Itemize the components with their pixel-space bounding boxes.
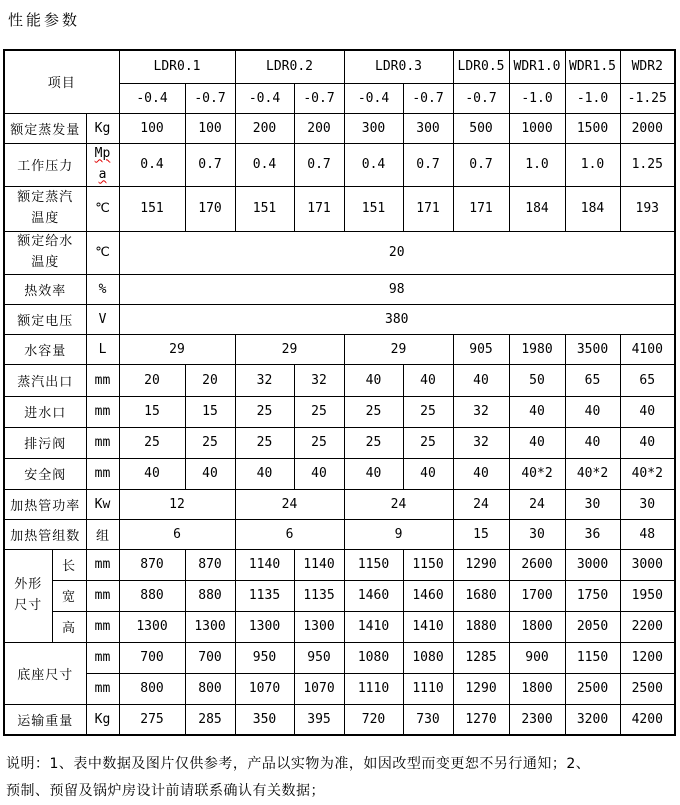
value-cell: 20 (119, 364, 185, 396)
value-cell: 1700 (509, 580, 565, 611)
value-cell: 1200 (620, 642, 675, 673)
value-cell: 40 (119, 458, 185, 489)
value-cell: 20 (185, 364, 235, 396)
value-cell: 4200 (620, 704, 675, 735)
table-row-rated-evaporation (4, 113, 675, 143)
value-cell: 0.7 (403, 143, 453, 186)
model-header-wdr15: WDR1.5 (565, 50, 620, 83)
value-cell: 40*2 (620, 458, 675, 489)
value-cell-merged: 24 (235, 489, 344, 519)
row-unit: mm (86, 458, 119, 489)
value-cell: 0.4 (344, 143, 403, 186)
value-cell: 1750 (565, 580, 620, 611)
value-cell: 2050 (565, 611, 620, 642)
value-cell: 170 (185, 186, 235, 231)
row-unit: mm (86, 611, 119, 642)
value-cell: 3500 (565, 334, 620, 364)
row-unit: mm (86, 580, 119, 611)
value-cell: 900 (509, 642, 565, 673)
value-cell: 285 (185, 704, 235, 735)
footnote (6, 751, 680, 805)
model-header-wdr2: WDR2 (620, 50, 675, 83)
value-cell: 15 (185, 396, 235, 427)
value-cell: 1285 (453, 642, 509, 673)
value-cell: 870 (119, 549, 185, 580)
row-sublabel: 高 (52, 611, 86, 642)
value-cell: 1150 (565, 642, 620, 673)
table-row-transport-weight (4, 704, 675, 735)
value-cell: 1300 (119, 611, 185, 642)
value-cell: 40 (453, 364, 509, 396)
row-label: 热效率 (4, 274, 86, 304)
row-group-label: 外形尺寸 (4, 549, 52, 642)
value-cell-merged: 380 (119, 304, 675, 334)
value-cell: 1070 (235, 673, 294, 704)
value-cell: 25 (344, 396, 403, 427)
value-cell: 880 (185, 580, 235, 611)
value-cell: 1300 (185, 611, 235, 642)
value-cell: 1.0 (565, 143, 620, 186)
table-row-dim-width (4, 580, 675, 611)
value-cell: 1500 (565, 113, 620, 143)
row-unit: mm (86, 549, 119, 580)
row-label: 进水口 (4, 396, 86, 427)
value-cell: 100 (185, 113, 235, 143)
value-cell: 171 (403, 186, 453, 231)
value-cell: 905 (453, 334, 509, 364)
value-cell: 2500 (620, 673, 675, 704)
value-cell: 275 (119, 704, 185, 735)
value-cell-merged: 20 (119, 231, 675, 274)
value-cell-merged: 98 (119, 274, 675, 304)
value-cell: 3000 (620, 549, 675, 580)
value-cell: 25 (185, 427, 235, 458)
value-cell: 950 (294, 642, 344, 673)
value-cell: 15 (119, 396, 185, 427)
row-label: 额定给水温度 (4, 231, 86, 274)
row-label: 额定蒸汽温度 (4, 186, 86, 231)
row-unit: 组 (86, 519, 119, 549)
value-cell: 40 (620, 427, 675, 458)
value-cell: 151 (235, 186, 294, 231)
value-cell: 1150 (344, 549, 403, 580)
value-cell: 40 (403, 458, 453, 489)
value-cell-merged: 6 (119, 519, 235, 549)
header-row-models (4, 50, 675, 83)
pressure-cell: -0.7 (453, 83, 509, 113)
value-cell: 1000 (509, 113, 565, 143)
value-cell: 1680 (453, 580, 509, 611)
row-unit: ℃ (86, 231, 119, 274)
value-cell: 65 (620, 364, 675, 396)
value-cell: 40 (620, 396, 675, 427)
table-row-water-inlet (4, 396, 675, 427)
value-cell: 700 (119, 642, 185, 673)
table-row-dim-height (4, 611, 675, 642)
value-cell: 184 (565, 186, 620, 231)
model-header-ldr02: LDR0.2 (235, 50, 344, 83)
value-cell: 25 (344, 427, 403, 458)
value-cell: 500 (453, 113, 509, 143)
value-cell: 1080 (344, 642, 403, 673)
value-cell: 1290 (453, 549, 509, 580)
value-cell-merged: 29 (235, 334, 344, 364)
value-cell: 1140 (294, 549, 344, 580)
value-cell: 40 (509, 427, 565, 458)
value-cell-merged: 9 (344, 519, 453, 549)
table-row-base-size-2 (4, 673, 675, 704)
value-cell: 0.7 (294, 143, 344, 186)
value-cell: 2300 (509, 704, 565, 735)
model-header-ldr03: LDR0.3 (344, 50, 453, 83)
value-cell: 25 (403, 396, 453, 427)
value-cell: 730 (403, 704, 453, 735)
value-cell: 1080 (403, 642, 453, 673)
table-row-feedwater-temp (4, 231, 675, 274)
table-row-heater-power (4, 489, 675, 519)
row-label: 排污阀 (4, 427, 86, 458)
value-cell: 171 (453, 186, 509, 231)
table-row-blowdown-valve (4, 427, 675, 458)
value-cell: 870 (185, 549, 235, 580)
value-cell: 32 (294, 364, 344, 396)
row-unit: mm (86, 396, 119, 427)
row-unit: V (86, 304, 119, 334)
table-row-rated-voltage (4, 304, 675, 334)
value-cell: 40 (565, 427, 620, 458)
value-cell: 32 (453, 427, 509, 458)
value-cell: 800 (119, 673, 185, 704)
value-cell: 720 (344, 704, 403, 735)
footnote-line-1: 说明：1、表中数据及图片仅供参考，产品以实物为准，如因改型而变更恕不另行通知；2、 (6, 756, 591, 772)
row-label: 安全阀 (4, 458, 86, 489)
value-cell: 1150 (403, 549, 453, 580)
value-cell-merged: 12 (119, 489, 235, 519)
value-cell: 1460 (344, 580, 403, 611)
value-cell: 24 (453, 489, 509, 519)
value-cell: 1880 (453, 611, 509, 642)
row-label: 工作压力 (4, 143, 86, 186)
value-cell: 40 (344, 458, 403, 489)
row-unit: L (86, 334, 119, 364)
value-cell: 30 (565, 489, 620, 519)
value-cell: 40 (453, 458, 509, 489)
value-cell: 700 (185, 642, 235, 673)
value-cell: 1110 (403, 673, 453, 704)
value-cell: 50 (509, 364, 565, 396)
pressure-cell: -0.4 (235, 83, 294, 113)
value-cell: 15 (453, 519, 509, 549)
row-unit: mm (86, 642, 119, 673)
value-cell: 40*2 (509, 458, 565, 489)
value-cell: 25 (403, 427, 453, 458)
value-cell: 40 (565, 396, 620, 427)
table-row-base-size-1 (4, 642, 675, 673)
value-cell: 880 (119, 580, 185, 611)
value-cell: 32 (235, 364, 294, 396)
value-cell: 1290 (453, 673, 509, 704)
value-cell: 40*2 (565, 458, 620, 489)
value-cell: 40 (235, 458, 294, 489)
table-row-heater-groups (4, 519, 675, 549)
row-sublabel: 宽 (52, 580, 86, 611)
value-cell: 2000 (620, 113, 675, 143)
value-cell: 151 (344, 186, 403, 231)
value-cell: 2600 (509, 549, 565, 580)
value-cell: 193 (620, 186, 675, 231)
value-cell: 0.4 (235, 143, 294, 186)
row-unit: ℃ (86, 186, 119, 231)
value-cell: 950 (235, 642, 294, 673)
value-cell: 1.0 (509, 143, 565, 186)
value-cell: 40 (509, 396, 565, 427)
table-row-water-capacity (4, 334, 675, 364)
row-unit (86, 143, 119, 186)
value-cell-merged: 29 (344, 334, 453, 364)
pressure-cell: -0.7 (294, 83, 344, 113)
table-row-thermal-efficiency (4, 274, 675, 304)
value-cell: 36 (565, 519, 620, 549)
value-cell: 300 (403, 113, 453, 143)
value-cell-merged: 29 (119, 334, 235, 364)
row-unit: Kw (86, 489, 119, 519)
row-group-label: 底座尺寸 (4, 642, 86, 704)
value-cell: 1.25 (620, 143, 675, 186)
value-cell: 40 (294, 458, 344, 489)
table-row-working-pressure (4, 143, 675, 186)
row-label: 加热管功率 (4, 489, 86, 519)
value-cell: 3000 (565, 549, 620, 580)
page-title: 性能参数 (8, 11, 81, 29)
value-cell-merged: 24 (344, 489, 453, 519)
value-cell: 40 (185, 458, 235, 489)
value-cell: 40 (403, 364, 453, 396)
value-cell: 25 (294, 427, 344, 458)
table-row-dim-length (4, 549, 675, 580)
value-cell: 25 (294, 396, 344, 427)
value-cell: 1300 (294, 611, 344, 642)
value-cell: 171 (294, 186, 344, 231)
value-cell-merged: 6 (235, 519, 344, 549)
value-cell: 30 (509, 519, 565, 549)
row-unit: mm (86, 364, 119, 396)
row-unit: mm (86, 673, 119, 704)
table-row-steam-outlet (4, 364, 675, 396)
item-header-cell: 项目 (4, 50, 119, 113)
pressure-cell: -0.4 (119, 83, 185, 113)
model-header-wdr10: WDR1.0 (509, 50, 565, 83)
row-sublabel: 长 (52, 549, 86, 580)
value-cell: 2500 (565, 673, 620, 704)
value-cell: 200 (294, 113, 344, 143)
value-cell: 1460 (403, 580, 453, 611)
model-header-ldr01: LDR0.1 (119, 50, 235, 83)
value-cell: 1135 (235, 580, 294, 611)
value-cell: 65 (565, 364, 620, 396)
value-cell: 350 (235, 704, 294, 735)
table-row-rated-steam-temp (4, 186, 675, 231)
pressure-cell: -0.4 (344, 83, 403, 113)
value-cell: 100 (119, 113, 185, 143)
value-cell: 24 (509, 489, 565, 519)
value-cell: 25 (235, 427, 294, 458)
model-header-ldr05: LDR0.5 (453, 50, 509, 83)
value-cell: 1410 (403, 611, 453, 642)
value-cell: 0.4 (119, 143, 185, 186)
row-label: 额定电压 (4, 304, 86, 334)
value-cell: 1410 (344, 611, 403, 642)
value-cell: 2200 (620, 611, 675, 642)
value-cell: 1140 (235, 549, 294, 580)
footnote-line-2: 预制、预留及锅炉房设计前请联系确认有关数据； (6, 783, 325, 799)
value-cell: 1950 (620, 580, 675, 611)
pressure-cell: -1.0 (509, 83, 565, 113)
table-row-safety-valve (4, 458, 675, 489)
value-cell: 1300 (235, 611, 294, 642)
value-cell: 48 (620, 519, 675, 549)
pressure-cell: -0.7 (403, 83, 453, 113)
pressure-cell: -1.0 (565, 83, 620, 113)
value-cell: 0.7 (453, 143, 509, 186)
value-cell: 25 (235, 396, 294, 427)
value-cell: 1980 (509, 334, 565, 364)
value-cell: 1800 (509, 673, 565, 704)
row-label: 蒸汽出口 (4, 364, 86, 396)
value-cell: 1135 (294, 580, 344, 611)
value-cell: 0.7 (185, 143, 235, 186)
value-cell: 200 (235, 113, 294, 143)
pressure-cell: -0.7 (185, 83, 235, 113)
value-cell: 30 (620, 489, 675, 519)
value-cell: 1070 (294, 673, 344, 704)
row-unit: Kg (86, 704, 119, 735)
value-cell: 3200 (565, 704, 620, 735)
value-cell: 1270 (453, 704, 509, 735)
value-cell: 184 (509, 186, 565, 231)
misspelled-unit: Mpa (94, 145, 111, 182)
row-label: 加热管组数 (4, 519, 86, 549)
row-label: 水容量 (4, 334, 86, 364)
row-unit: mm (86, 427, 119, 458)
value-cell: 1110 (344, 673, 403, 704)
row-unit: % (86, 274, 119, 304)
performance-table (3, 49, 676, 736)
value-cell: 800 (185, 673, 235, 704)
row-label: 运输重量 (4, 704, 86, 735)
value-cell: 32 (453, 396, 509, 427)
value-cell: 300 (344, 113, 403, 143)
value-cell: 1800 (509, 611, 565, 642)
value-cell: 395 (294, 704, 344, 735)
value-cell: 151 (119, 186, 185, 231)
value-cell: 4100 (620, 334, 675, 364)
pressure-cell: -1.25 (620, 83, 675, 113)
row-label: 额定蒸发量 (4, 113, 86, 143)
value-cell: 40 (344, 364, 403, 396)
row-unit: Kg (86, 113, 119, 143)
value-cell: 25 (119, 427, 185, 458)
